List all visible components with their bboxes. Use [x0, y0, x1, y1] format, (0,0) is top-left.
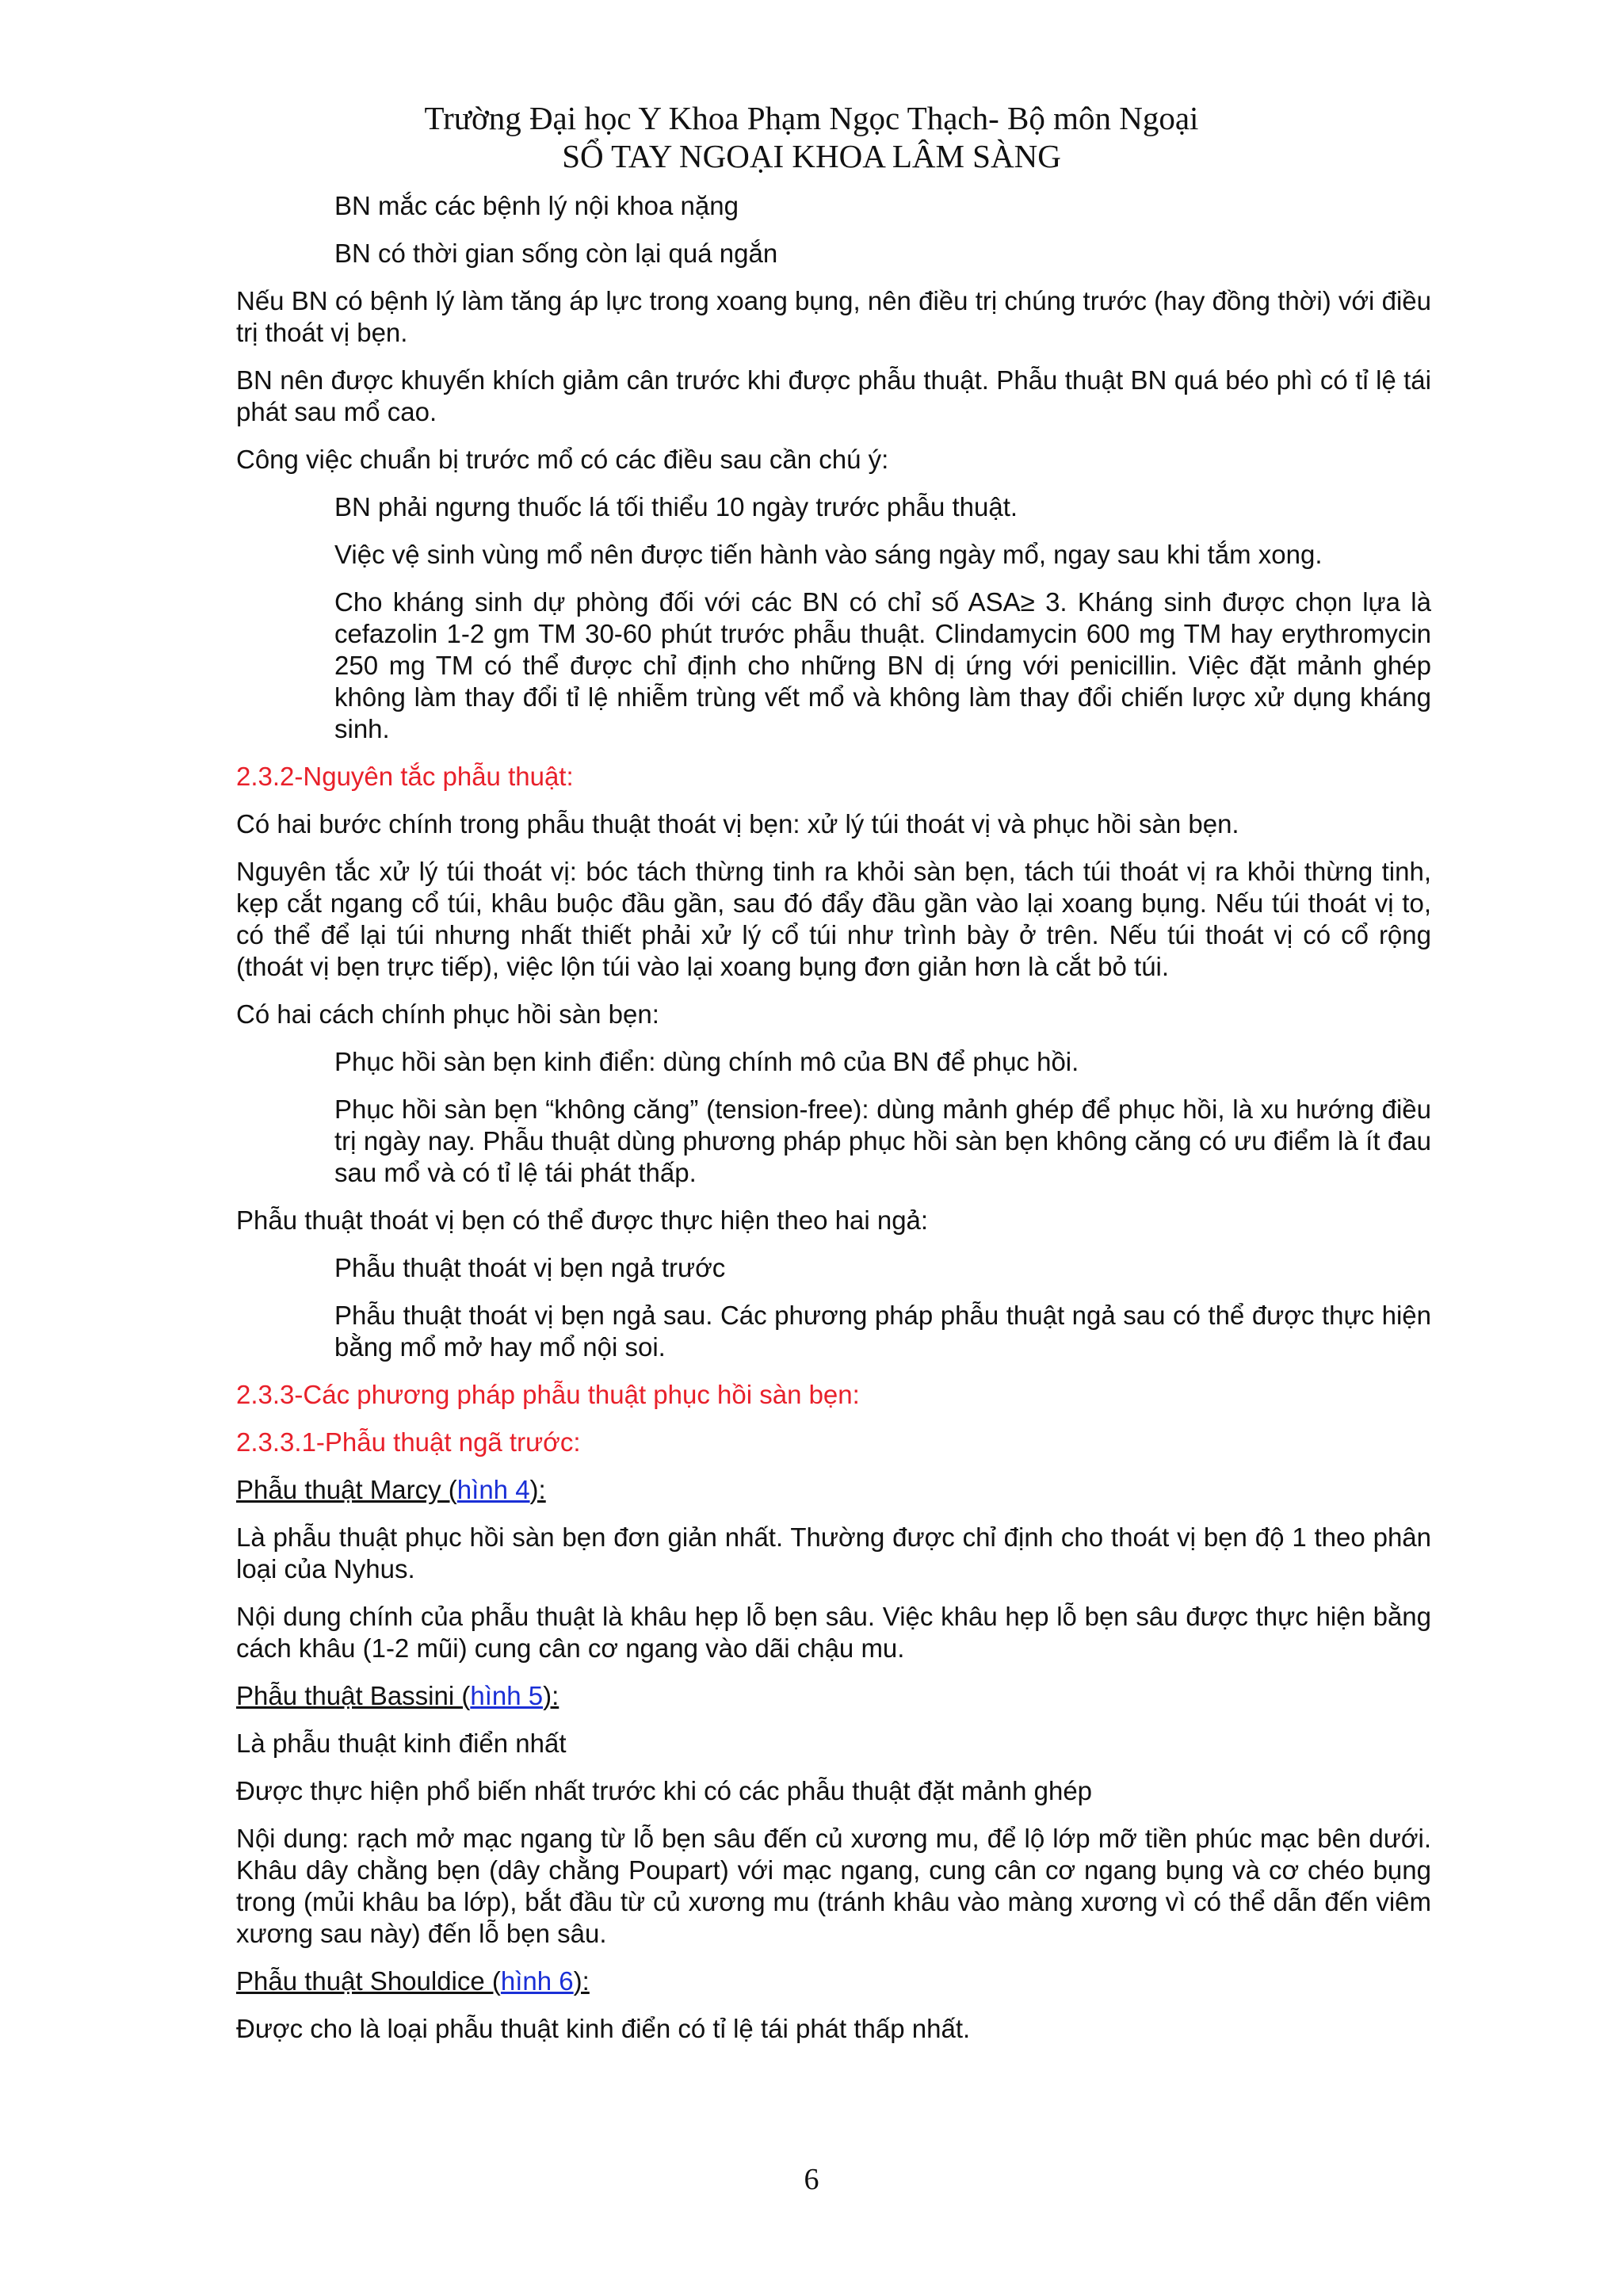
paragraph: Được cho là loại phẫu thuật kinh điển có tỉ lệ tái phát thấp nhất.: [236, 2014, 971, 2043]
figure-link-hinh-5[interactable]: hình 5: [470, 1681, 544, 1710]
subsection-heading: 2.3.3.1-Phẫu thuật ngã trước:: [236, 1427, 581, 1457]
paragraph: Việc vệ sinh vùng mổ nên được tiến hành vào sáng ngày mổ, ngay sau khi tắm xong.: [334, 540, 1323, 569]
figure-link-hinh-6[interactable]: hình 6: [500, 1966, 574, 1996]
paragraph: Nội dung chính của phẫu thuật là khâu hẹp lỗ bẹn sâu. Việc khâu hẹp lỗ bẹn sâu được thực hiện bằng cách khâu (1-2 mũi) cung cân cơ ngang vào dãi chậu mu.: [236, 1602, 1431, 1663]
section-heading: 2.3.2-Nguyên tắc phẫu thuật:: [236, 762, 574, 791]
shouldice-title-end: ):: [573, 1966, 590, 1996]
header-book-title: SỔ TAY NGOẠI KHOA LÂM SÀNG: [562, 138, 1061, 174]
paragraph: Nếu BN có bệnh lý làm tăng áp lực trong xoang bụng, nên điều trị chúng trước (hay đồng thời) với điều trị thoát vị bẹn.: [236, 286, 1431, 347]
page-body: [236, 190, 1431, 2061]
bassini-heading: [236, 1680, 1431, 1712]
marcy-heading: [236, 1474, 1431, 1506]
paragraph: Phục hồi sàn bẹn “không căng” (tension-free): dùng mảnh ghép để phục hồi, là xu hướng điều trị ngày nay. Phẫu thuật dùng phương pháp phục hồi sàn bẹn không căng có ưu điểm là ít đau sau mổ và có tỉ lệ tái phát thấp.: [334, 1095, 1431, 1187]
paragraph: Phẫu thuật thoát vị bẹn ngả sau. Các phương pháp phẫu thuật ngả sau có thể được thực hiện bằng mổ mở hay mổ nội soi.: [334, 1301, 1431, 1362]
bassini-title: Phẫu thuật Bassini (: [236, 1681, 471, 1710]
bassini-title-end: ):: [543, 1681, 559, 1710]
header-institution: Trường Đại học Y Khoa Phạm Ngọc Thạch- Bộ môn Ngoại: [424, 100, 1199, 136]
paragraph: Có hai bước chính trong phẫu thuật thoát vị bẹn: xử lý túi thoát vị và phục hồi sàn bẹn.: [236, 809, 1239, 839]
figure-link-hinh-4[interactable]: hình 4: [456, 1475, 530, 1504]
paragraph: BN phải ngưng thuốc lá tối thiểu 10 ngày trước phẫu thuật.: [334, 492, 1018, 521]
paragraph: BN có thời gian sống còn lại quá ngắn: [334, 239, 778, 268]
paragraph: Phẫu thuật thoát vị bẹn có thể được thực hiện theo hai ngả:: [236, 1205, 929, 1235]
paragraph: Phục hồi sàn bẹn kinh điển: dùng chính mô của BN để phục hồi.: [334, 1047, 1079, 1076]
shouldice-title: Phẫu thuật Shouldice (: [236, 1966, 501, 1996]
paragraph: Được thực hiện phổ biến nhất trước khi có các phẫu thuật đặt mảnh ghép: [236, 1776, 1093, 1805]
paragraph: Phẫu thuật thoát vị bẹn ngả trước: [334, 1253, 726, 1282]
marcy-title: Phẫu thuật Marcy (: [236, 1475, 457, 1504]
paragraph: BN nên được khuyến khích giảm cân trước khi được phẫu thuật. Phẫu thuật BN quá béo phì có tỉ lệ tái phát sau mổ cao.: [236, 365, 1431, 426]
paragraph: Công việc chuẩn bị trước mổ có các điều sau cần chú ý:: [236, 445, 889, 474]
shouldice-heading: [236, 1966, 1431, 1997]
paragraph: Nội dung: rạch mở mạc ngang từ lỗ bẹn sâu đến củ xương mu, để lộ lớp mỡ tiền phúc mạc bên dưới. Khâu dây chằng bẹn (dây chằng Poupart) với mạc ngang, cung cân cơ ngang bụng và cơ chéo bụng trong (mủi khâu ba lớp), bắt đầu từ củ xương mu (tránh khâu vào màng xương vì có thể dẫn đến viêm xương sau này) đến lỗ bẹn sâu.: [236, 1824, 1431, 1948]
page-number: 6: [804, 2163, 819, 2196]
marcy-title-end: ):: [529, 1475, 546, 1504]
paragraph: Là phẫu thuật kinh điển nhất: [236, 1729, 567, 1758]
paragraph: Có hai cách chính phục hồi sàn bẹn:: [236, 999, 659, 1029]
paragraph: Cho kháng sinh dự phòng đối với các BN có chỉ số ASA≥ 3. Kháng sinh được chọn lựa là cefazolin 1-2 gm TM 30-60 phút trước phẫu thuật. Clindamycin 600 mg TM hay erythromycin 250 mg TM có thể được chỉ định cho những BN dị ứng với penicillin. Việc đặt mảnh ghép không làm thay đổi tỉ lệ nhiễm trùng vết mổ và không làm thay đổi chiến lược xử dụng kháng sinh.: [334, 587, 1431, 743]
paragraph: Là phẫu thuật phục hồi sàn bẹn đơn giản nhất. Thường được chỉ định cho thoát vị bẹn độ 1 theo phân loại của Nyhus.: [236, 1522, 1431, 1584]
paragraph: BN mắc các bệnh lý nội khoa nặng: [334, 191, 739, 220]
paragraph: Nguyên tắc xử lý túi thoát vị: bóc tách thừng tinh ra khỏi sàn bẹn, tách túi thoát vị ra khỏi thừng tinh, kẹp cắt ngang cổ túi, khâu buộc đầu gần, sau đó đẩy đầu gần vào lại xoang bụng. Nếu túi thoát vị to, có thể để lại túi nhưng nhất thiết phải xử lý cổ túi như trình bày ở trên. Nếu túi thoát vị có cổ rộng (thoát vị bẹn trực tiếp), việc lộn túi vào lại xoang bụng đơn giản hơn là cắt bỏ túi.: [236, 857, 1431, 981]
section-heading: 2.3.3-Các phương pháp phẫu thuật phục hồi sàn bẹn:: [236, 1380, 860, 1409]
